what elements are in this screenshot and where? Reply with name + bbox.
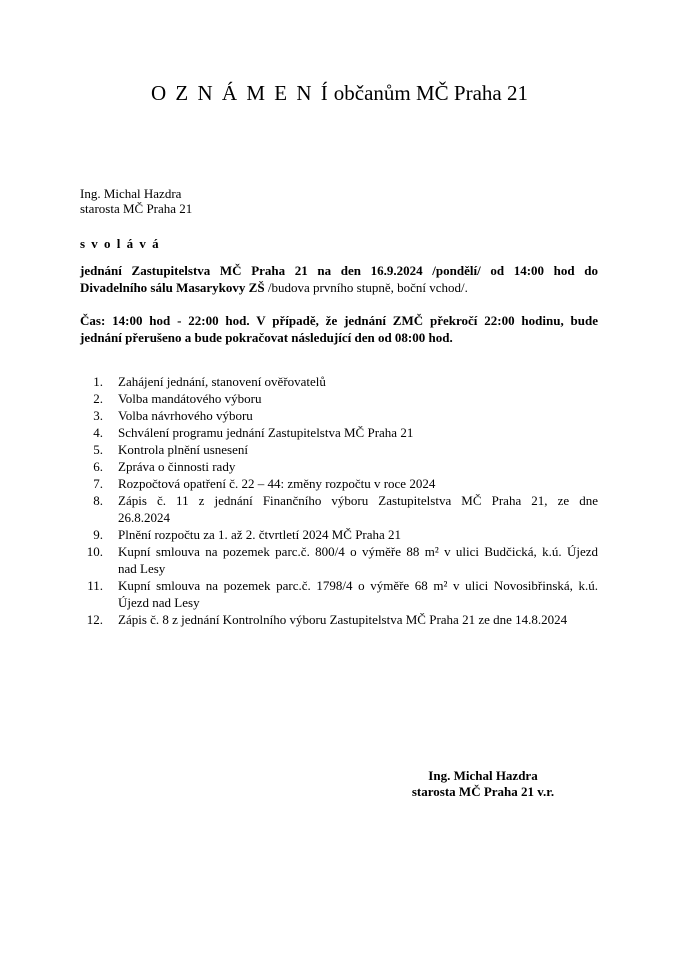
agenda-item-number: 9. xyxy=(93,527,103,542)
meeting-location-note: /budova prvního stupně, boční vchod/. xyxy=(264,280,468,295)
agenda-item-1 xyxy=(80,373,598,390)
agenda-item-text: Zpráva o činnosti rady xyxy=(118,459,236,474)
agenda-item-number: 7. xyxy=(93,476,103,491)
agenda-item-11 xyxy=(80,577,598,611)
signature-role: starosta MČ Praha 21 v.r. xyxy=(411,783,555,799)
meeting-location-bold: Divadelního sálu Masarykovy ZŠ xyxy=(80,280,265,295)
agenda-item-text: Volba návrhového výboru xyxy=(118,408,253,423)
agenda-item-number: 5. xyxy=(93,442,103,457)
agenda-item-number: 1. xyxy=(93,374,103,389)
agenda-item-6 xyxy=(80,458,598,475)
agenda-item-text: Zápis č. 8 z jednání Kontrolního výboru Zastupitelstva MČ Praha 21 ze dne 14.8.2024 xyxy=(118,612,568,627)
agenda-item-text: Rozpočtová opatření č. 22 – 44: změny rozpočtu v roce 2024 xyxy=(118,476,436,491)
sender-name: Ing. Michal Hazdra xyxy=(80,186,182,201)
meeting-paragraph-line2 xyxy=(80,279,598,296)
agenda-item-text: Kupní smlouva na pozemek parc.č. 800/4 o výměře 88 m² v ulici Budčická, k.ú. Újezd xyxy=(118,544,598,559)
agenda-item-text-continued: 26.8.2024 xyxy=(118,510,170,525)
agenda-item-3 xyxy=(80,407,598,424)
agenda-item-number: 2. xyxy=(93,391,103,406)
agenda-item-number: 8. xyxy=(93,493,103,508)
sender-block xyxy=(80,186,192,216)
agenda-item-text-continued: Újezd nad Lesy xyxy=(118,595,200,610)
signature-name: Ing. Michal Hazdra xyxy=(428,768,538,783)
agenda-item-10 xyxy=(80,543,598,577)
agenda-item-12 xyxy=(80,611,598,628)
document-title xyxy=(0,82,679,105)
agenda-item-4 xyxy=(80,424,598,441)
agenda-item-text: Zahájení jednání, stanovení ověřovatelů xyxy=(118,374,326,389)
agenda-item-number: 4. xyxy=(93,425,103,440)
agenda-item-text: Volba mandátového výboru xyxy=(118,391,262,406)
agenda-item-text: Plnění rozpočtu za 1. až 2. čtvrtletí 2024 MČ Praha 21 xyxy=(118,527,402,542)
convenes-word: s v o l á v á xyxy=(80,236,161,251)
agenda-item-text: Schválení programu jednání Zastupitelstva MČ Praha 21 xyxy=(118,425,414,440)
signature-block xyxy=(372,768,594,799)
agenda-item-7 xyxy=(80,475,598,492)
title-line-oznameni: O Z N Á M E N Í xyxy=(151,81,330,105)
agenda-item-text: Zápis č. 11 z jednání Finančního výboru Zastupitelstva MČ Praha 21, ze dne xyxy=(118,493,598,508)
agenda-item-2 xyxy=(80,390,598,407)
time-paragraph-line1: Čas: 14:00 hod - 22:00 hod. V případě, že jednání ZMČ překročí 22:00 hodinu, bude xyxy=(80,313,598,328)
time-paragraph-line2: jednání přerušeno a bude pokračovat následující den od 08:00 hod. xyxy=(80,330,453,345)
agenda-item-5 xyxy=(80,441,598,458)
agenda-item-number: 11. xyxy=(87,578,103,593)
agenda-item-text: Kupní smlouva na pozemek parc.č. 1798/4 o výměře 68 m² v ulici Novosibřinská, k.ú. xyxy=(118,578,598,593)
agenda-item-text-continued: nad Lesy xyxy=(118,561,166,576)
agenda-item-text: Kontrola plnění usnesení xyxy=(118,442,248,457)
agenda-item-8 xyxy=(80,492,598,526)
agenda-item-number: 12. xyxy=(86,612,103,627)
agenda-item-number: 3. xyxy=(93,408,103,423)
agenda-item-number: 6. xyxy=(93,459,103,474)
agenda-item-9 xyxy=(80,526,598,543)
meeting-paragraph-line1: jednání Zastupitelstva MČ Praha 21 na den 16.9.2024 /pondělí/ od 14:00 hod do xyxy=(80,263,598,278)
agenda-item-number: 10. xyxy=(86,544,103,559)
sender-role: starosta MČ Praha 21 xyxy=(80,201,193,216)
time-paragraph xyxy=(80,312,598,346)
agenda-list xyxy=(80,373,598,628)
meeting-paragraph xyxy=(80,262,598,296)
title-line-audience: občanům MČ Praha 21 xyxy=(333,81,528,105)
